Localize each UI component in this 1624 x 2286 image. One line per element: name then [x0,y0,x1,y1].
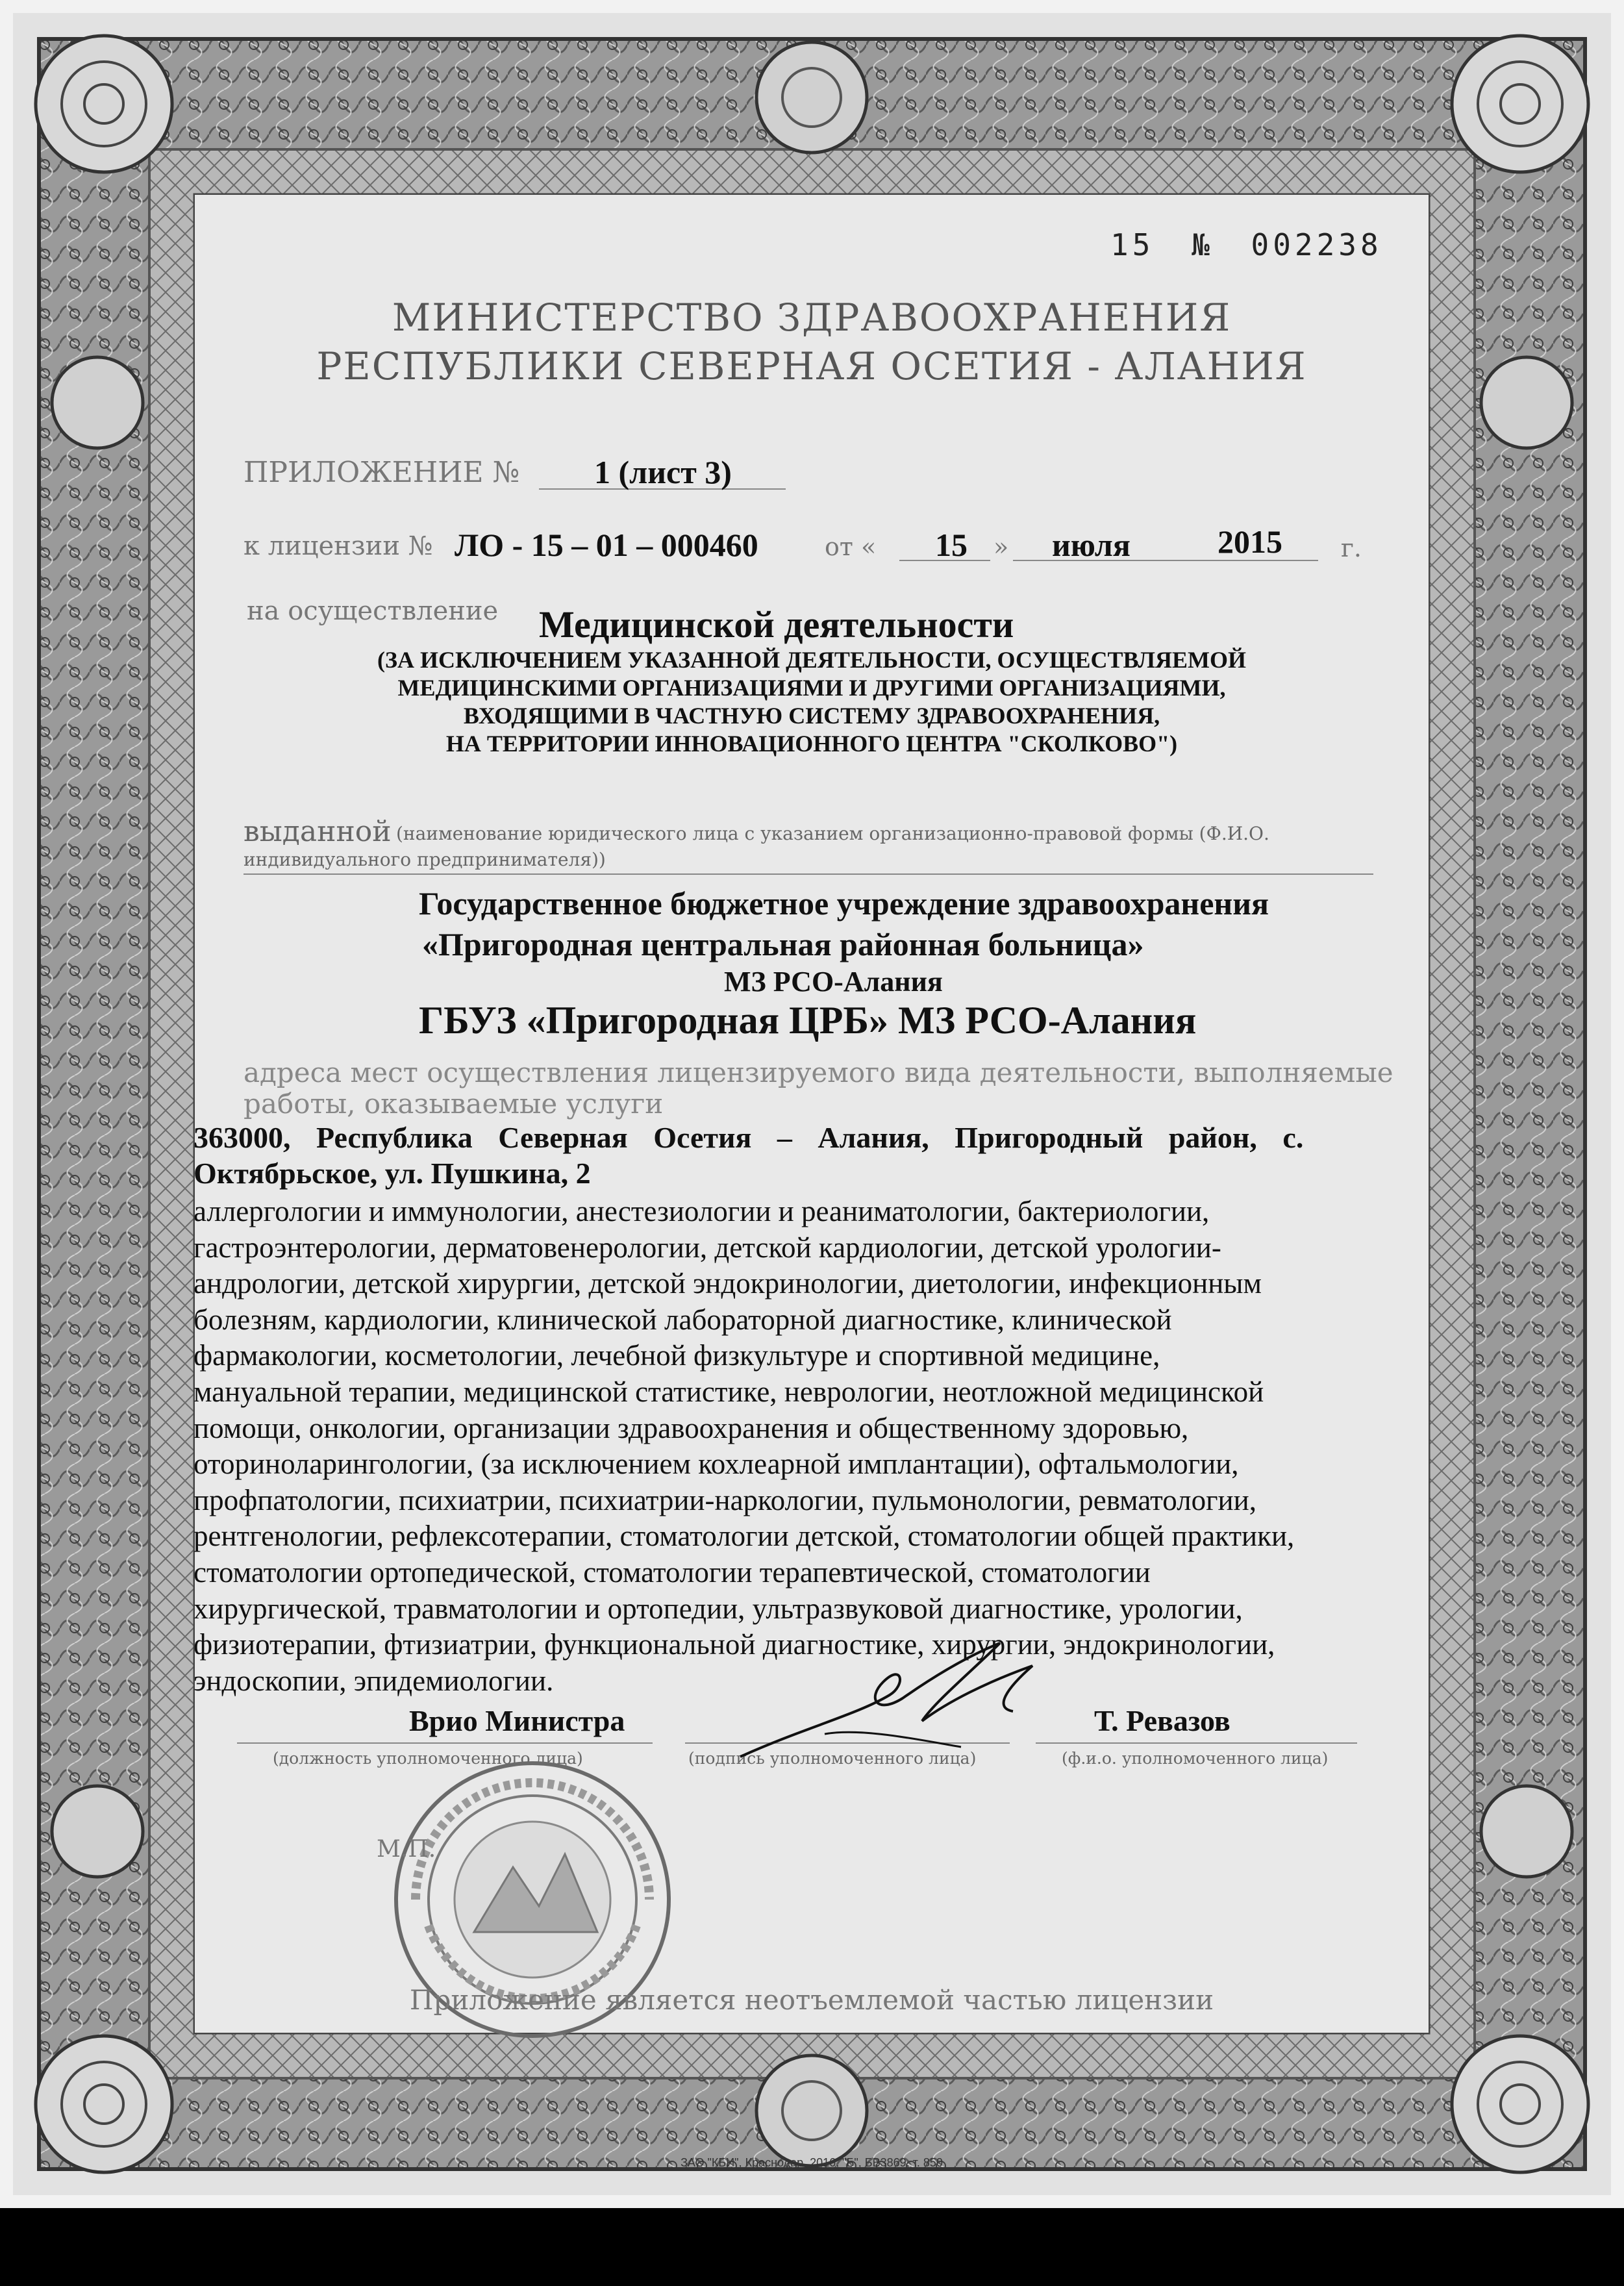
license-day: 15 [935,527,968,563]
services-line: оториноларингологии, (за исключением кохлеарной имплантации), офтальмологии, [194,1448,1239,1481]
addresses-label-2: работы, оказываемые услуги [244,1088,664,1120]
address-line-2: Октябрьское, ул. Пушкина, 2 [194,1157,591,1190]
signature-position-underline [237,1742,653,1744]
services-line: рентгенологии, рефлексотерапии, стоматологии детской, стоматологии общей практики, [194,1520,1295,1553]
services-list [194,1194,1294,1699]
license-month: июля [1052,527,1131,563]
ministry-title-line1: МИНИСТЕРСТВО ЗДРАВООХРАНЕНИЯ [392,295,1232,340]
serial-number-sign: № [1192,227,1214,262]
services-line: эндоскопии, эпидемиологии. [194,1664,554,1697]
services-line: мануальной терапии, медицинской статистике, неврологии, неотложной медицинской [194,1375,1264,1408]
services-line: стоматологии ортопедической, стоматологии терапевтической, стоматологии [194,1555,1151,1589]
printer-imprint: ЗАО "КБИ", Краснодар, 2016, "Б", БВ3869, т. 850 [681,2156,943,2169]
issued-hint-1: (наименование юридического лица с указанием организационно-правовой формы (Ф.И.О. [396,823,1269,844]
services-line: профпатологии, психиатрии, психиатрии-наркологии, пульмонологии, ревматологии, [194,1483,1256,1516]
services-line: болезням, кардиологии, клинической лабораторной диагностике, клинической [194,1303,1172,1336]
services-line: гастроэнтерологии, дерматовенерологии, детской кардиологии, детской урологии- [194,1231,1221,1264]
services-line: фармакологии, косметологии, лечебной физкультуре и спортивной медицине, [194,1339,1160,1372]
issued-hint-2: индивидуального предпринимателя)) [244,849,606,870]
addresses-label-1: адреса мест осуществления лицензируемого вида деятельности, выполняемые [244,1057,1393,1088]
services-line: хирургической, травматологии и ортопедии, ультразвуковой диагностике, урологии, [194,1592,1243,1625]
serial-number: 002238 [1251,227,1382,262]
ministry-title-line2: РЕСПУБЛИКИ СЕВЕРНАЯ ОСЕТИЯ - АЛАНИЯ [316,344,1307,388]
serial-series: 15 [1110,227,1155,262]
services-line: андрологии, детской хирургии, детской эндокринологии, диетологии, инфекционным [194,1267,1262,1300]
caption-signature: (подпись уполномоченного лица) [688,1749,977,1768]
license-year-suffix: г. [1341,534,1362,562]
appendix-label: ПРИЛОЖЕНИЕ № [244,456,520,489]
license-year: 2015 [1218,523,1282,560]
appendix-value: 1 (лист 3) [594,454,732,490]
activity-clarification-3: ВХОДЯЩИМИ В ЧАСТНУЮ СИСТЕМУ ЗДРАВООХРАНЕНИЯ, [463,703,1160,729]
organization-short-name: ГБУЗ «Пригородная ЦРБ» МЗ РСО-Алания [419,999,1197,1042]
caption-position: (должность уполномоченного лица) [273,1749,583,1768]
license-from-label: от « [825,533,877,561]
license-day-underline [899,560,990,561]
blank-serial [1110,227,1382,262]
stamp-place-label: М.П. [377,1836,436,1863]
activity-title: Медицинской деятельности [539,603,1014,646]
license-day-close: » [993,533,1009,561]
organization-line-1: Государственное бюджетное учреждение здравоохранения [419,885,1269,922]
activity-label: на осуществление [247,596,499,626]
license-number: ЛО - 15 – 01 – 000460 [455,527,758,563]
activity-clarification-4: НА ТЕРРИТОРИИ ИННОВАЦИОННОГО ЦЕНТРА "СКОЛКОВО") [445,731,1178,757]
signatory-name: Т. Ревазов [1094,1704,1230,1737]
caption-name: (ф.и.о. уполномоченного лица) [1062,1749,1329,1768]
organization-line-3: МЗ РСО-Алания [724,966,943,998]
address-line-1-text: 363000, Республика Северная Осетия – Алания, Пригородный район, с. [194,1121,1304,1154]
activity-clarification-2: МЕДИЦИНСКИМИ ОРГАНИЗАЦИЯМИ И ДРУГИМИ ОРГАНИЗАЦИЯМИ, [397,675,1226,701]
license-label: к лицензии № [244,531,433,561]
issued-underline [244,873,1373,875]
issued-label: выданной [244,815,392,848]
signatory-position: Врио Министра [409,1704,625,1737]
services-line: физиотерапии, фтизиатрии, функциональной диагностике, хирургии, эндокринологии, [194,1628,1275,1661]
scan-bottom-edge [0,2208,1624,2286]
services-line: помощи, онкологии, организации здравоохранения и общественному здоровью, [194,1411,1189,1444]
services-line: аллергологии и иммунологии, анестезиологии и реаниматологии, бактериологии, [194,1195,1210,1227]
footer-note: Приложение является неотъемлемой частью лицензии [409,1984,1214,2016]
activity-clarification-1: (ЗА ИСКЛЮЧЕНИЕМ УКАЗАННОЙ ДЕЯТЕЛЬНОСТИ, ОСУЩЕСТВЛЯЕМОЙ [377,647,1246,673]
organization-line-2: «Пригородная центральная районная больница» [422,926,1144,962]
address-line-1 [194,1120,1442,1155]
handwritten-signature [727,1637,1091,1766]
